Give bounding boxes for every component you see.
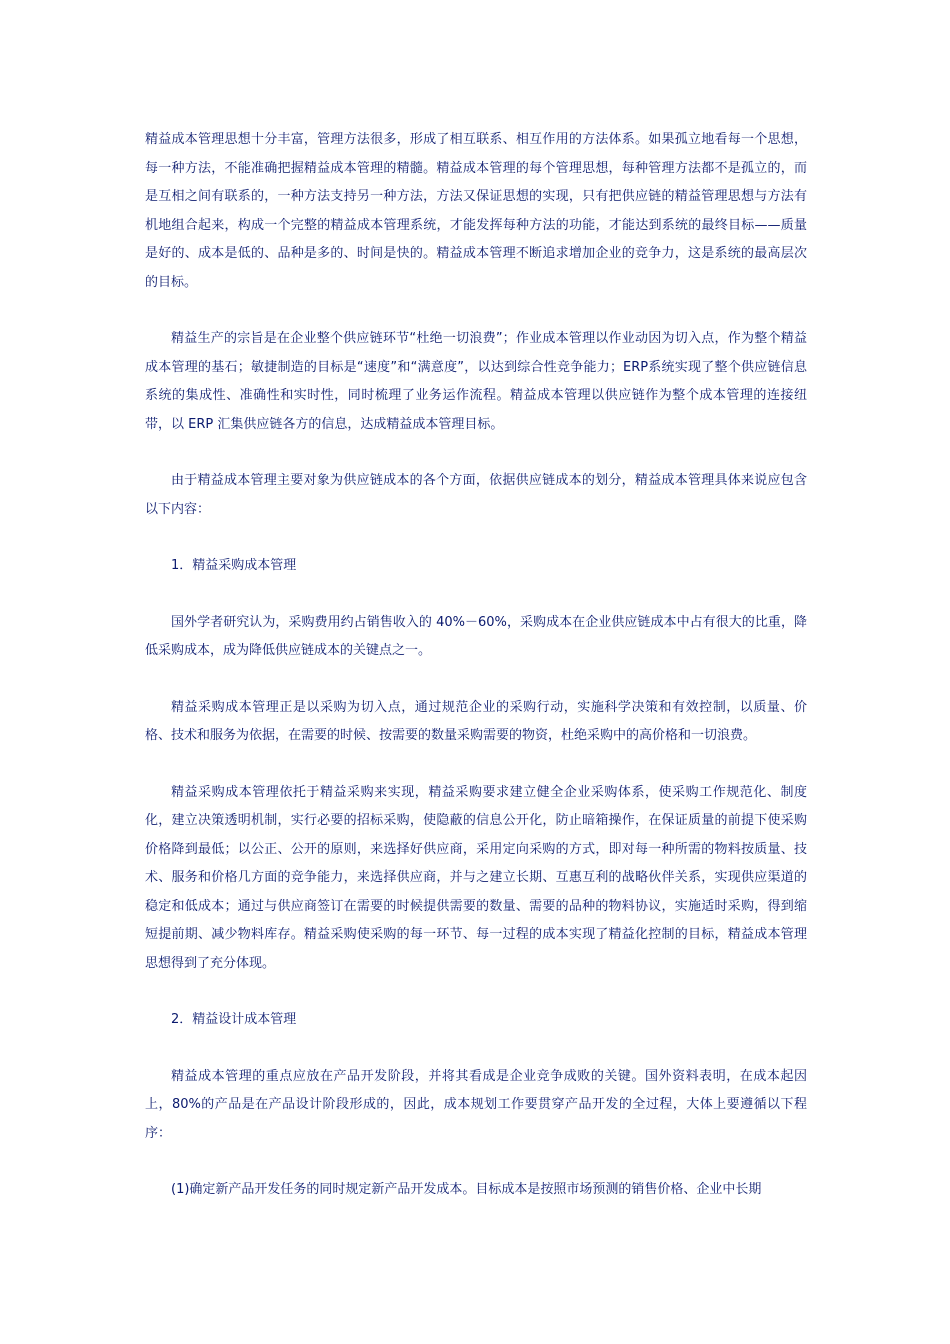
paragraph-procurement-system: 精益采购成本管理依托于精益采购来实现，精益采购要求建立健全企业采购体系，使采购工作规范化、制度化，建立决策透明机制，实行必要的招标采购，使隐蔽的信息公开化，防止暗箱操作，在保证质量的前提下使采购价格降到最低；以公正、公开的原则，来选择好供应商，采用定向采购的方式，即对每一种所需的物料按质量、技术、服务和价格几方面的竞争能力，来选择供应商，并与之建立长期、互惠互利的战略伙伴关系，实现供应渠道的稳定和低成本；通过与供应商签订在需要的时候提供需要的数量、需要的品种的物料协议，实施适时采购，得到缩短提前期、减少物料库存。精益采购使采购的每一环节、每一过程的成本实现了精益化控制的目标，精益成本管理思想得到了充分体现。 — [145, 784, 807, 971]
paragraph-content-intro: 由于精益成本管理主要对象为供应链成本的各个方面，依据供应链成本的划分，精益成本管理具体来说应包含以下内容： — [145, 473, 807, 517]
paragraph-lean-production: 精益生产的宗旨是在企业整个供应链环节“杜绝一切浪费”；作业成本管理以作业动因为切入点，作为整个精益成本管理的基石；敏捷制造的目标是“速度”和“满意度”，以达到综合性竞争能力；ERP系统实现了整个供应链信息系统的集成性、准确性和实时性，同时梳理了业务运作流程。精益成本管理以供应链作为整个成本管理的连接纽带，以 ERP 汇集供应链各方的信息，达成精益成本管理目标。 — [145, 331, 807, 432]
paragraph-methods-overview: 精益成本管理思想十分丰富，管理方法很多，形成了相互联系、相互作用的方法体系。如果孤立地看每一个思想，每一种方法，不能准确把握精益成本管理的精髓。精益成本管理的每个管理思想，每种管理方法都不是孤立的，而是互相之间有联系的，一种方法支持另一种方法，方法又保证思想的实现，只有把供应链的精益管理思想与方法有机地组合起来，构成一个完整的精益成本管理系统，才能发挥每种方法的功能，才能达到系统的最终目标——质量是好的、成本是低的、品种是多的、时间是快的。精益成本管理不断追求增加企业的竞争力，这是系统的最高层次的目标。 — [145, 132, 807, 290]
paragraph-design-focus: 精益成本管理的重点应放在产品开发阶段，并将其看成是企业竞争成败的关键。国外资料表明，在成本起因上，80%的产品是在产品设计阶段形成的，因此，成本规划工作要贯穿产品开发的全过程，大体上要遵循以下程序： — [145, 1068, 807, 1141]
paragraph-procurement-entry: 精益采购成本管理正是以采购为切入点，通过规范企业的采购行动，实施科学决策和有效控制，以质量、价格、技术和服务为依据，在需要的时候、按需要的数量采购需要的物资，杜绝采购中的高价格和一切浪费。 — [145, 699, 807, 743]
section-heading-design: 2．精益设计成本管理 — [171, 1012, 297, 1027]
section-heading-procurement: 1．精益采购成本管理 — [171, 558, 297, 573]
paragraph-procurement-research: 国外学者研究认为，采购费用约占销售收入的 40%－60%，采购成本在企业供应链成本中占有很大的比重，降低采购成本，成为降低供应链成本的关键点之一。 — [145, 614, 807, 658]
document-page — [145, 126, 807, 1233]
paragraph-design-step-1: (1)确定新产品开发任务的同时规定新产品开发成本。目标成本是按照市场预测的销售价格、企业中长期 — [171, 1182, 762, 1197]
